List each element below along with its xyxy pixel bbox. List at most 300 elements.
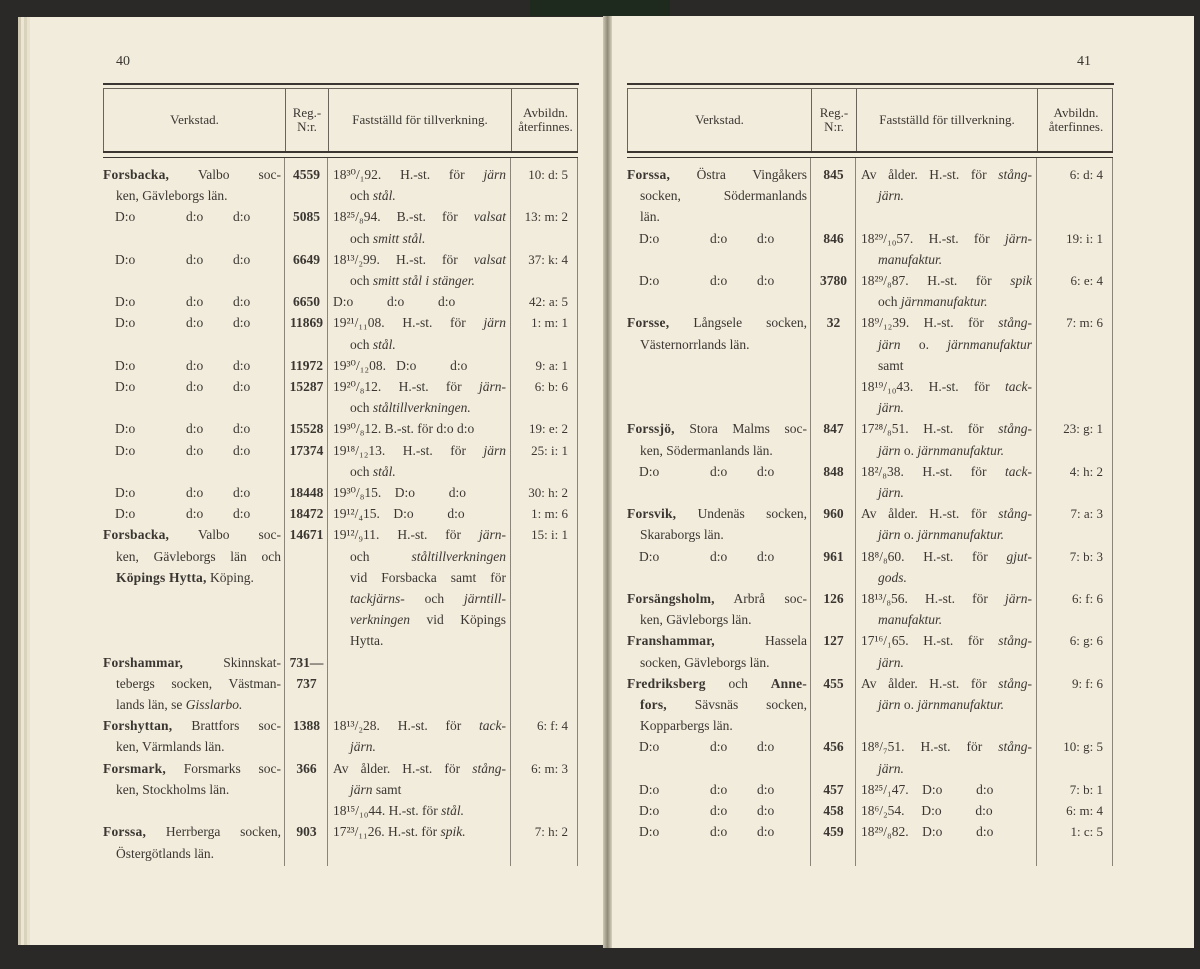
established-for <box>328 524 511 651</box>
text-line <box>627 524 811 545</box>
reg-line: 455 <box>823 675 844 691</box>
text-segment: 18²/₈38. H.-st. för <box>861 463 1006 479</box>
table-row <box>103 503 578 524</box>
established-for <box>856 461 1037 503</box>
illustration-ref: 25: i: 1 <box>531 442 568 458</box>
text-segment: Kopparbergs län. <box>640 718 733 734</box>
register-table-right <box>627 88 1113 866</box>
workshop-name <box>627 736 811 778</box>
italic-segment: spik <box>1010 273 1032 289</box>
reg-number <box>285 355 328 376</box>
text-line <box>103 567 285 588</box>
header-double-rule <box>627 151 1113 158</box>
illustration-ref: 1: m: 1 <box>531 315 568 331</box>
text-line <box>861 185 1032 206</box>
column-header-faststalld: Fastställd för tillverkning. <box>329 89 512 151</box>
ditto-marks <box>627 821 811 842</box>
italic-segment: smitt stål. <box>372 230 426 246</box>
italic-segment: valsat <box>473 251 506 267</box>
ditto-mark: d:o <box>233 379 251 395</box>
text-segment: Av ålder. H.-st. för <box>861 167 999 182</box>
workshop-name <box>627 418 811 460</box>
ditto-mark: d:o <box>757 803 775 819</box>
table-row <box>627 736 1113 778</box>
italic-segment: järnmanufaktur. <box>917 527 1005 543</box>
text-segment: 19³⁰/₈15. D:o d:o <box>333 485 467 501</box>
ditto-mark: d:o <box>710 548 728 564</box>
established-for <box>328 206 511 248</box>
reg-number <box>811 821 856 842</box>
established-for <box>856 736 1037 778</box>
text-line <box>627 673 811 694</box>
text-segment: Östergötlands län. <box>116 845 214 861</box>
reg-number <box>285 652 328 716</box>
ditto-mark: d:o <box>710 230 728 246</box>
text-segment: Östra Vingåkers <box>670 167 807 182</box>
text-line <box>627 440 811 461</box>
reg-line: 731— <box>289 654 324 670</box>
ditto-marks <box>627 546 811 567</box>
text-segment: 19³⁰/₁₂08. D:o d:o <box>333 357 468 373</box>
italic-segment: järn <box>483 167 506 182</box>
ditto-mark: d:o <box>233 506 251 522</box>
reg-line: 32 <box>826 315 841 331</box>
text-segment: o. <box>900 336 948 352</box>
text-line <box>861 524 1032 545</box>
text-line <box>861 588 1032 609</box>
italic-segment: järnmanufaktur. <box>917 697 1005 713</box>
text-line <box>333 334 506 355</box>
ditto-mark: D:o <box>639 463 660 479</box>
text-line <box>333 185 506 206</box>
reg-number <box>811 164 856 228</box>
workshop-name <box>103 524 285 651</box>
text-segment: 19³⁰/₈12. B.-st. för d:o d:o <box>333 421 475 437</box>
workshop-name <box>103 249 285 291</box>
ditto-mark: D:o <box>115 209 136 225</box>
text-line <box>861 228 1032 249</box>
established-for <box>328 355 511 376</box>
italic-segment: järn- <box>479 379 506 395</box>
text-segment: 18¹³/₂99. H.-st. för <box>333 251 474 267</box>
italic-segment: stång- <box>998 167 1032 182</box>
italic-segment: stål. <box>372 188 396 204</box>
ditto-mark: d:o <box>186 485 204 501</box>
established-for <box>856 588 1037 630</box>
text-line <box>861 503 1032 524</box>
text-line <box>333 440 506 461</box>
ditto-mark: D:o <box>115 379 136 395</box>
italic-segment: järn- <box>479 527 506 543</box>
text-line <box>627 164 811 185</box>
illustration-ref: 30: h: 2 <box>528 485 568 501</box>
reg-number <box>811 418 856 460</box>
ditto-marks <box>103 312 285 333</box>
text-segment: o. <box>900 442 918 458</box>
illustration-ref: 19: e: 2 <box>529 421 568 437</box>
table-row <box>627 418 1113 460</box>
workshop-name <box>103 206 285 248</box>
workshop-name <box>627 779 811 800</box>
bold-segment: Anne- <box>770 675 807 691</box>
italic-segment: järnmanufaktur. <box>900 294 988 310</box>
italic-segment: järn- <box>1005 230 1032 246</box>
table-row <box>627 630 1113 672</box>
reg-number <box>285 715 328 757</box>
ditto-mark: d:o <box>186 442 204 458</box>
reg-number <box>285 524 328 651</box>
workshop-name <box>103 503 285 524</box>
text-segment: 18⁹/₁₂39. H.-st. för <box>861 315 999 331</box>
illustration-ref: 42: a: 5 <box>529 294 568 310</box>
reg-number <box>285 503 328 524</box>
text-segment: Skaraborgs län. <box>640 527 724 543</box>
text-line <box>627 652 811 673</box>
text-line <box>627 334 811 355</box>
reg-number <box>811 461 856 503</box>
reg-line: 845 <box>823 167 844 182</box>
text-line <box>333 291 506 312</box>
text-line <box>861 736 1032 757</box>
workshop-name <box>627 461 811 503</box>
table-header <box>103 88 578 151</box>
ditto-mark: D:o <box>639 781 660 797</box>
ditto-mark: d:o <box>186 506 204 522</box>
header-double-rule <box>103 151 578 158</box>
text-segment: och <box>404 591 464 607</box>
italic-segment: järn. <box>350 739 376 755</box>
workshop-name <box>627 630 811 672</box>
text-segment: och <box>350 188 373 204</box>
table-body <box>627 158 1113 866</box>
text-line <box>333 503 506 524</box>
ditto-mark: d:o <box>233 209 251 225</box>
reg-number <box>285 312 328 354</box>
ditto-mark: D:o <box>639 273 660 289</box>
text-line <box>103 694 285 715</box>
italic-segment: järn <box>878 442 901 458</box>
established-for <box>328 249 511 291</box>
text-segment: 17¹⁶/₁65. H.-st. för <box>861 633 999 649</box>
bold-segment: Forsse, <box>627 315 670 331</box>
text-line <box>861 630 1032 651</box>
text-line <box>861 694 1032 715</box>
text-line <box>103 524 285 545</box>
text-line <box>861 567 1032 588</box>
ditto-mark: d:o <box>757 230 775 246</box>
table-row <box>627 779 1113 800</box>
header-rule-left <box>103 83 579 85</box>
ditto-marks <box>103 418 285 439</box>
workshop-name <box>627 270 811 312</box>
text-segment: Västernorrlands län. <box>640 336 750 352</box>
table-row <box>627 546 1113 588</box>
reg-line: 848 <box>823 463 844 479</box>
italic-segment: ståltillverkningen. <box>372 400 471 416</box>
italic-segment: gods. <box>878 569 907 585</box>
established-for <box>328 164 511 206</box>
text-segment: 18²⁹/₈82. D:o d:o <box>861 824 994 840</box>
table-row <box>627 270 1113 312</box>
text-segment: Skinnskat- <box>183 654 281 670</box>
bold-segment: Forsvik, <box>627 506 677 522</box>
column-header-reg: Reg.- N:r. <box>286 89 329 151</box>
italic-segment: järn <box>483 315 506 331</box>
text-segment: 18⁸/₈60. H.-st. för <box>861 548 1007 564</box>
register-table-left <box>103 88 578 866</box>
text-line <box>861 609 1032 630</box>
ditto-mark: D:o <box>639 803 660 819</box>
ditto-mark: d:o <box>233 357 251 373</box>
ditto-mark: d:o <box>757 824 775 840</box>
text-line <box>333 355 506 376</box>
ditto-marks <box>103 291 285 312</box>
italic-segment: stång- <box>998 315 1032 331</box>
established-for <box>856 228 1037 270</box>
workshop-name <box>627 228 811 270</box>
reg-line: 18448 <box>289 485 324 501</box>
bold-segment: Köpings Hytta, <box>116 569 207 585</box>
ditto-marks <box>627 228 811 249</box>
established-for <box>856 779 1037 800</box>
text-segment: 18⁶/₂54. D:o d:o <box>861 803 993 819</box>
workshop-name <box>627 800 811 821</box>
table-row <box>627 673 1113 737</box>
text-segment: 19²⁰/₈12. H.-st. för <box>333 379 479 395</box>
italic-segment: järn <box>878 527 901 543</box>
text-segment: ken, Gävleborgs län. <box>116 188 228 204</box>
text-segment: Herrberga socken, <box>146 824 281 840</box>
workshop-name <box>103 440 285 482</box>
illustration-ref: 6: m: 4 <box>1066 803 1103 819</box>
text-segment: samt <box>372 781 402 797</box>
bold-segment: Forsbacka, <box>103 167 170 182</box>
ditto-mark: D:o <box>639 824 660 840</box>
reg-line: 6650 <box>293 294 320 310</box>
workshop-name <box>103 418 285 439</box>
ditto-mark: D:o <box>115 251 136 267</box>
table-row <box>627 312 1113 418</box>
ditto-mark: d:o <box>186 379 204 395</box>
text-line <box>333 461 506 482</box>
text-line <box>103 821 285 842</box>
text-line <box>627 206 811 227</box>
text-segment: Hassela <box>714 633 807 649</box>
reg-number <box>285 440 328 482</box>
text-segment: Hytta. <box>350 633 384 649</box>
ditto-marks <box>627 461 811 482</box>
table-row <box>103 291 578 312</box>
illustration-ref: 6: f: 6 <box>1071 591 1103 607</box>
workshop-name <box>103 164 285 206</box>
workshop-name <box>627 164 811 228</box>
italic-segment: verkningen <box>350 612 410 628</box>
reg-number <box>285 758 328 822</box>
text-line <box>627 609 811 630</box>
ditto-marks <box>103 440 285 461</box>
reg-line: 127 <box>823 633 844 649</box>
reg-line: 11869 <box>289 315 323 331</box>
text-segment: Valbo soc- <box>169 527 281 543</box>
ditto-marks <box>103 355 285 376</box>
italic-segment: tack- <box>1005 379 1032 395</box>
established-for <box>328 482 511 503</box>
workshop-name <box>627 503 811 545</box>
workshop-name <box>627 546 811 588</box>
italic-segment: järn. <box>878 654 904 670</box>
text-line <box>103 779 285 800</box>
workshop-name <box>103 715 285 757</box>
ditto-mark: D:o <box>115 294 136 310</box>
ditto-mark: d:o <box>710 273 728 289</box>
table-row <box>103 312 578 354</box>
column-header-verkstad: Verkstad. <box>628 89 812 151</box>
illustration-ref: 7: b: 3 <box>1069 548 1103 564</box>
text-line <box>861 800 1032 821</box>
text-segment: 18¹³/₂28. H.-st. för <box>333 718 480 734</box>
ditto-mark: D:o <box>115 315 136 331</box>
text-line <box>627 185 811 206</box>
table-row <box>103 440 578 482</box>
table-row <box>103 164 578 206</box>
table-row <box>627 228 1113 270</box>
text-segment: D:o d:o d:o <box>333 294 456 310</box>
ditto-mark: d:o <box>186 357 204 373</box>
text-segment: 17²³/₁₁26. H.-st. för <box>333 824 441 840</box>
text-segment: och <box>350 230 373 246</box>
illustration-ref: 15: i: 1 <box>531 527 568 543</box>
text-segment: Långsele socken, <box>669 315 807 331</box>
reg-number <box>285 821 328 863</box>
reg-line: 366 <box>296 760 317 776</box>
text-segment: Köping. <box>206 569 254 585</box>
text-segment: 18¹⁵/₁₀44. H.-st. för <box>333 803 442 819</box>
illustration-ref: 6: g: 6 <box>1069 633 1103 649</box>
text-segment: tebergs socken, Västman- <box>116 675 281 691</box>
text-line <box>861 355 1032 376</box>
text-line <box>627 312 811 333</box>
text-segment: ken, Gävleborgs län. <box>640 612 752 628</box>
table-row <box>103 652 578 716</box>
text-line <box>103 673 285 694</box>
reg-line: 903 <box>296 824 317 840</box>
bold-segment: Franshammar, <box>627 633 715 649</box>
text-segment: Undenäs socken, <box>676 506 807 522</box>
reg-number <box>285 418 328 439</box>
illustration-ref: 6: b: 6 <box>534 379 568 395</box>
text-line <box>333 524 506 545</box>
italic-segment: manufaktur. <box>878 612 943 628</box>
text-line <box>627 694 811 715</box>
table-body <box>103 158 578 866</box>
text-segment: 17²⁸/₈51. H.-st. för <box>861 421 999 437</box>
italic-segment: valsat <box>473 209 506 225</box>
ditto-mark: d:o <box>186 251 204 267</box>
ditto-mark: d:o <box>233 421 251 437</box>
text-segment: 18⁸/₇51. H.-st. för <box>861 739 999 755</box>
text-line <box>627 715 811 736</box>
table-row <box>103 249 578 291</box>
illustration-ref: 4: h: 2 <box>1069 463 1103 479</box>
reg-line: 5085 <box>293 209 320 225</box>
italic-segment: stång- <box>998 633 1032 649</box>
illustration-ref: 7: h: 2 <box>534 824 568 840</box>
ditto-marks <box>103 503 285 524</box>
column-header-faststalld: Fastställd för tillverkning. <box>857 89 1038 151</box>
text-line <box>333 821 506 842</box>
table-row <box>103 715 578 757</box>
ditto-mark: D:o <box>115 421 136 437</box>
text-segment: 18³⁰/₁92. H.-st. för <box>333 167 484 182</box>
bold-segment: Forshammar, <box>103 654 184 670</box>
text-segment: 18¹⁹/₁₀43. H.-st. för <box>861 379 1006 395</box>
ditto-mark: d:o <box>186 294 204 310</box>
reg-number <box>811 800 856 821</box>
ditto-mark: D:o <box>639 739 660 755</box>
text-segment: lands län, se <box>116 697 186 713</box>
italic-segment: järn. <box>878 400 904 416</box>
reg-line: 17374 <box>289 442 324 458</box>
bold-segment: Forssa, <box>103 824 147 840</box>
text-segment: Av ålder. H.-st. för <box>861 675 999 691</box>
established-for <box>856 673 1037 737</box>
established-for <box>328 291 511 312</box>
table-row <box>103 418 578 439</box>
text-segment: Sävsnäs socken, <box>666 697 807 713</box>
illustration-ref: 6: m: 3 <box>531 760 568 776</box>
ditto-mark: d:o <box>710 739 728 755</box>
header-rule-right <box>627 83 1114 85</box>
text-segment: Forsmarks soc- <box>165 760 281 776</box>
established-for <box>328 440 511 482</box>
column-header-verkstad: Verkstad. <box>104 89 286 151</box>
text-line <box>333 418 506 439</box>
reg-line: 457 <box>823 781 844 797</box>
text-line <box>333 800 506 821</box>
text-segment: 18¹³/₈56. H.-st. för <box>861 591 1005 607</box>
text-segment: o. <box>900 527 918 543</box>
workshop-name <box>103 312 285 354</box>
ditto-mark: d:o <box>710 824 728 840</box>
illustration-ref: 10: d: 5 <box>528 167 568 182</box>
ditto-mark: d:o <box>710 781 728 797</box>
text-line <box>861 821 1032 842</box>
ditto-marks <box>103 249 285 270</box>
table-row <box>103 376 578 418</box>
illustration-ref <box>511 652 578 716</box>
bold-segment: Forshyttan, <box>103 718 173 734</box>
established-for <box>856 418 1037 460</box>
italic-segment: järnmanufaktur. <box>917 442 1005 458</box>
established-for <box>856 164 1037 228</box>
text-segment: och <box>350 548 412 564</box>
table-header <box>627 88 1113 151</box>
text-line <box>861 291 1032 312</box>
italic-segment: stång- <box>998 675 1032 691</box>
established-for <box>328 758 511 822</box>
text-segment: 19¹²/₉11. H.-st. för <box>333 527 479 543</box>
italic-segment: järnmanufaktur <box>947 336 1032 352</box>
italic-segment: manufaktur. <box>878 251 943 267</box>
workshop-name <box>627 312 811 418</box>
bold-segment: Fredriksberg <box>627 675 706 691</box>
reg-number <box>285 376 328 418</box>
italic-segment: järn. <box>878 188 904 204</box>
page-number-right: 41 <box>1077 54 1091 69</box>
italic-segment: stång- <box>998 506 1032 522</box>
ditto-mark: d:o <box>233 442 251 458</box>
ditto-mark: D:o <box>115 442 136 458</box>
